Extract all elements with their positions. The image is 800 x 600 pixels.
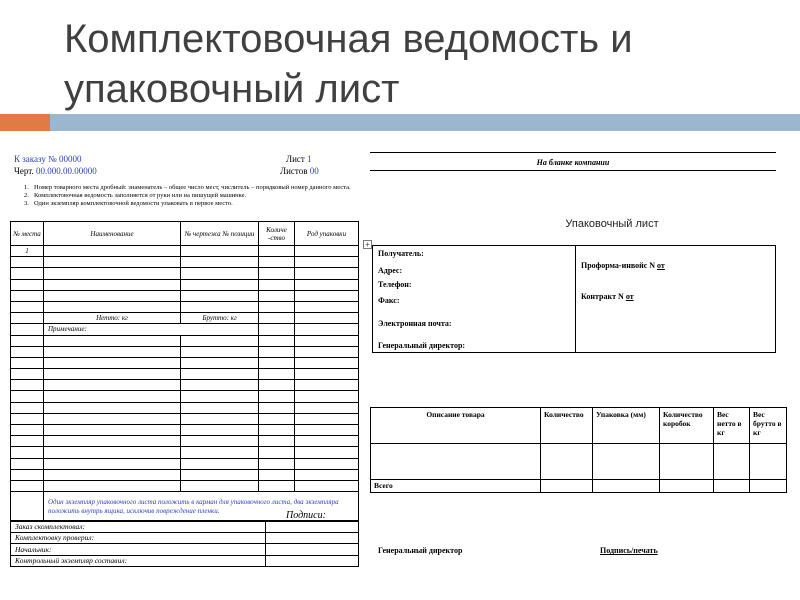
proforma-date-label: от <box>657 261 665 270</box>
drawing-label: Черт. <box>14 166 34 176</box>
instructions-list <box>24 184 360 209</box>
table-row <box>11 369 359 380</box>
total-label: Всего <box>371 480 541 493</box>
sheets-line <box>280 166 319 176</box>
slide-title-line-1: Комплектовочная ведомость и <box>64 17 633 61</box>
table-row <box>11 469 359 480</box>
table-row <box>11 380 359 391</box>
accent-band-blue <box>50 114 800 131</box>
letterhead-text: На бланке компании <box>536 158 610 167</box>
sheet-line <box>286 154 312 164</box>
instruction-item: 3. Один экземпляр комплектовочной ведомости упаковать в первое место. <box>24 200 233 208</box>
signature-row: Начальник: <box>11 544 359 556</box>
completion-sheet-document <box>10 154 370 574</box>
remarks-row <box>11 324 359 335</box>
signatures-label: Подписи: <box>286 510 326 521</box>
slide-title <box>64 14 764 114</box>
drawing-number: 00.000.00.00000 <box>35 166 97 176</box>
table-row <box>371 444 787 480</box>
footer-director-label: Генеральный директор <box>378 546 463 555</box>
column-header: Вес брутто в кг <box>750 408 787 444</box>
footer-signature-label: Подпись/печать <box>600 546 658 555</box>
table-row <box>11 301 359 312</box>
sheets-count: 00 <box>309 166 319 176</box>
order-line <box>14 154 82 164</box>
proforma-label: Проформа-инвойс N <box>581 261 656 270</box>
table-row <box>11 290 359 301</box>
table-row <box>11 357 359 368</box>
column-header: Наименование <box>44 222 181 246</box>
signature-row: Контрольный экземпляр составил: <box>11 555 359 567</box>
table-row <box>11 246 359 257</box>
letterhead-top-rule <box>370 152 776 153</box>
goods-table-header <box>371 408 787 444</box>
table-row <box>11 413 359 424</box>
gross-weight-label: Брутто: кг <box>181 313 259 324</box>
address-label: Адрес: <box>378 266 403 275</box>
weight-row <box>11 313 359 324</box>
contract-line <box>581 292 634 301</box>
column-header: Описание товара <box>371 408 541 444</box>
parties-box <box>372 245 776 353</box>
email-label: Электронная почта: <box>378 319 452 328</box>
sheet-label: Лист <box>286 154 305 164</box>
contract-label: Контракт N <box>581 292 624 301</box>
table-row <box>11 268 359 279</box>
column-header: № чертежа № позиции <box>181 222 259 246</box>
place-number-cell: 1 <box>11 246 44 257</box>
column-header: Количество <box>541 408 593 444</box>
completion-table-header <box>11 222 359 246</box>
fax-label: Факс: <box>378 296 400 305</box>
sheet-number: 1 <box>307 154 312 164</box>
recipient-label: Получатель: <box>378 249 424 258</box>
proforma-line <box>581 261 665 270</box>
contract-date-label: от <box>625 292 634 301</box>
table-row <box>11 402 359 413</box>
packing-list-title: Упаковочный лист <box>565 218 659 230</box>
slide-title-line-2: упаковочный лист <box>64 67 400 111</box>
goods-table <box>370 407 787 493</box>
instruction-item: 1. Номер товарного места дробный: знаменатель – общее число мест, числитель – порядковый номер данного места. <box>24 184 351 191</box>
column-header: Количество коробок <box>660 408 714 444</box>
table-move-handle-icon: + <box>363 240 372 249</box>
table-row <box>11 335 359 346</box>
table-row <box>11 480 359 491</box>
accent-band-orange <box>0 114 50 131</box>
table-row <box>11 425 359 436</box>
column-header: Количе -ство <box>259 222 295 246</box>
net-weight-label: Нетто: кг <box>44 313 181 324</box>
table-row <box>11 257 359 268</box>
signature-row: Заказ скомплектовал: <box>11 521 359 533</box>
table-row <box>11 391 359 402</box>
column-header: Род упаковки <box>295 222 359 246</box>
phone-label: Телефон: <box>378 280 412 289</box>
letterhead-bottom-rule <box>370 170 776 171</box>
total-row <box>371 480 787 493</box>
column-header: Вес нетто в кг <box>714 408 750 444</box>
instruction-item: 2. Комплектовочная ведомость заполняется от руки или на пишущей машинке. <box>24 192 247 200</box>
packing-list-document <box>362 148 800 588</box>
signatures-table <box>10 520 359 567</box>
column-header: Упаковка (мм) <box>593 408 660 444</box>
table-row <box>11 436 359 447</box>
column-header: № места <box>11 222 44 246</box>
director-label: Генеральный директор: <box>378 341 466 350</box>
table-row <box>11 447 359 458</box>
table-row <box>11 346 359 357</box>
drawing-line <box>14 166 97 176</box>
signature-row: Комплектовку проверил: <box>11 532 359 544</box>
completion-table <box>10 221 359 522</box>
table-row <box>11 279 359 290</box>
table-row <box>11 458 359 469</box>
packing-note: Один экземпляр упаковочного листа положить в карман для упаковочного листа, два экземпляра положить внутрь ящика, исключив повреждение пленки. <box>44 492 359 522</box>
remarks-label: Примечание: <box>44 324 259 335</box>
order-number: 00000 <box>59 154 82 164</box>
sheets-label: Листов <box>280 166 308 176</box>
order-label: К заказу № <box>14 154 57 164</box>
